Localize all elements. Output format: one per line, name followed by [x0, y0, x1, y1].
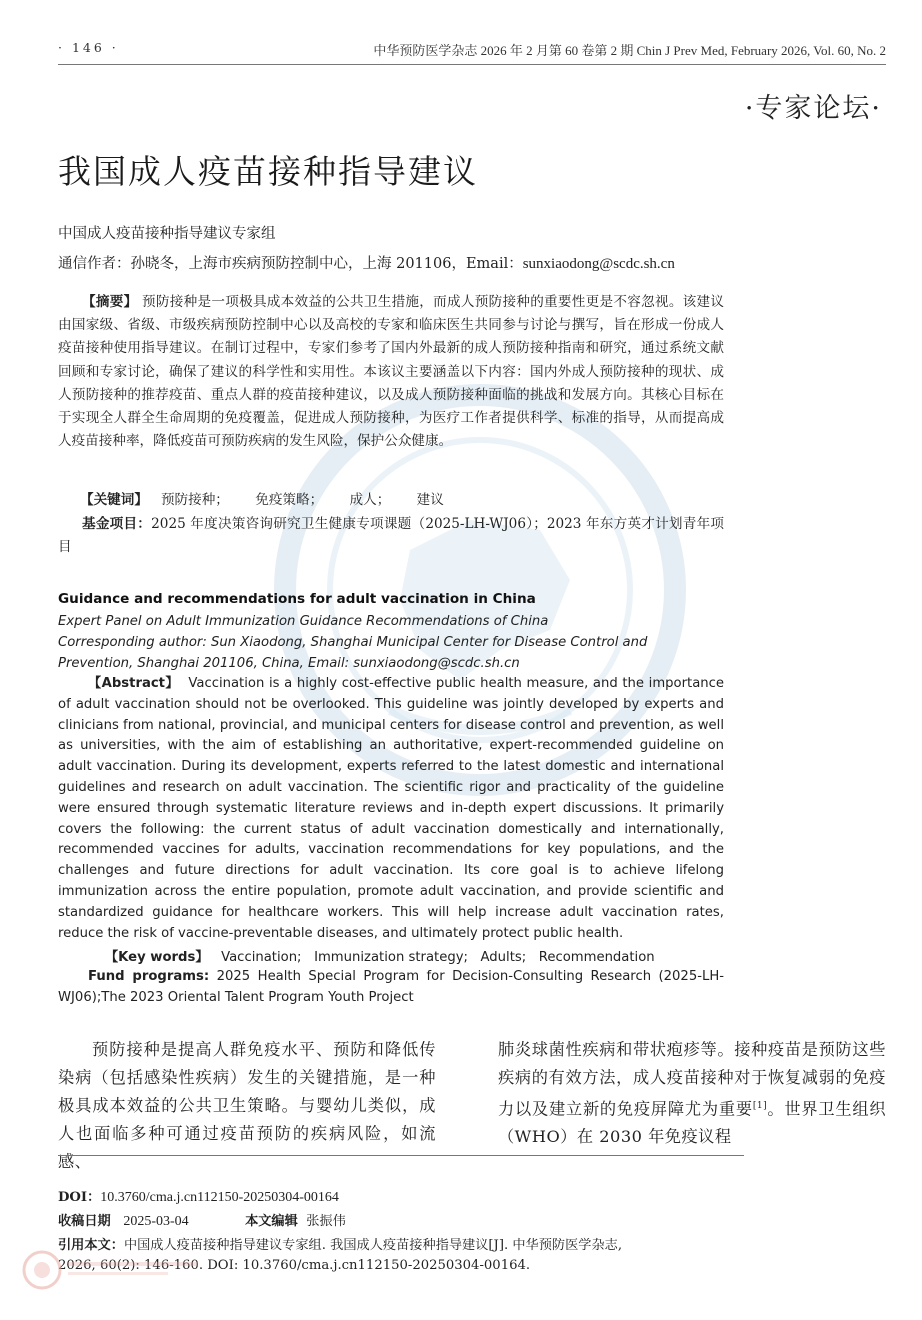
english-author: Expert Panel on Adult Immunization Guidance Recommendations of China	[58, 614, 549, 629]
keyword-cn-3: 成人；	[349, 492, 391, 508]
received-line	[58, 1210, 346, 1230]
cite-label: 引用本文：	[58, 1238, 124, 1253]
reference-1[interactable]: [1]	[752, 1101, 768, 1111]
english-abstract	[58, 674, 724, 944]
english-title: Guidance and recommendations for adult vaccination in China	[58, 591, 536, 607]
received-label: 收稿日期	[58, 1214, 111, 1229]
abstract-cn-label: 【摘要】	[82, 294, 138, 310]
body-right-text: 肺炎球菌性疾病和带状疱疹等。接种疫苗是预防这些疾病的有效方法，成人疫苗接种对于恢复减弱的免疫力以及建立新的免疫屏障尤为重要	[498, 1040, 886, 1119]
article-title: 我国成人疫苗接种指导建议	[58, 152, 478, 191]
header-rule	[58, 64, 886, 65]
footer-rule	[58, 1155, 744, 1156]
corresponding-text: 孙晓冬，上海市疾病预防控制中心，上海 201106，Email：	[130, 256, 523, 272]
body-column-right	[498, 1036, 886, 1151]
page-number: · 146 ·	[58, 40, 119, 55]
doi-value[interactable]: 10.3760/cma.j.cn112150-20250304-00164	[100, 1190, 339, 1205]
english-keywords-label: 【Key words】	[105, 950, 209, 965]
fund-cn	[58, 513, 724, 559]
english-fund-label: Fund programs:	[88, 969, 210, 984]
corresponding-email[interactable]: sunxiaodong@scdc.sh.cn	[522, 256, 675, 272]
received-date: 2025-03-04	[123, 1214, 189, 1229]
abstract-cn-text: 预防接种是一项极具成本效益的公共卫生措施，而成人预防接种的重要性更是不容忽视。该建议由国家级、省级、市级疾病预防控制中心以及高校的专家和临床医生共同参与讨论与撰写，旨在形成一份成人疫苗接种使用指导建议。在制订过程中，专家们参考了国内外最新的成人预防接种指南和研究，通过系统文献回顾和专家讨论，确保了建议的科学性和实用性。本该议主要涵盖以下内容：国内外成人预防接种的现状、成人预防接种的推荐疫苗、重点人群的疫苗接种建议，以及成人预防接种面临的挑战和发展方向。其核心目标在于实现全人群全生命周期的免疫覆盖，促进成人预防接种，为医疗工作者提供科学、标准的指导，从而提高成人疫苗接种率，降低疫苗可预防疾病的发生风险，保护公众健康。	[58, 294, 724, 450]
keyword-cn-1: 预防接种；	[160, 492, 229, 508]
english-fund-text: 2025 Health Special Program for Decision-Consulting Research (2025-LH-WJ06);The 2023 Oriental Talent Program Youth Project	[58, 969, 724, 1005]
keyword-cn-2: 免疫策略；	[255, 492, 324, 508]
section-label: ·专家论坛·	[744, 93, 882, 124]
citation-line-2: 2026, 60(2): 146-160. DOI: 10.3760/cma.j.cn112150-20250304-00164.	[58, 1258, 531, 1273]
keyword-cn-4: 建议	[416, 492, 444, 508]
english-corresponding: Corresponding author: Sun Xiaodong, Shanghai Municipal Center for Disease Control and Prevention, Shanghai 201106, China, Email: sunxiaodong@scdc.sh.cn	[58, 635, 648, 671]
body-column-left: 预防接种是提高人群免疫水平、预防和降低传染病（包括感染性疾病）发生的关键措施，是一种极具成本效益的公共卫生策略。与婴幼儿类似，成人也面临多种可通过疫苗预防的疾病风险，如流感、	[58, 1040, 436, 1171]
keywords-cn-label: 【关键词】	[80, 492, 148, 508]
abstract-cn	[58, 291, 724, 453]
fund-cn-text: 2025 年度决策咨询研究卫生健康专项课题（2025-LH-WJ06）；2023 年东方英才计划青年项目	[58, 516, 725, 556]
keywords-cn	[80, 488, 444, 508]
author-group: 中国成人疫苗接种指导建议专家组	[58, 226, 276, 242]
corresponding-author-cn	[58, 252, 675, 273]
english-keywords-text: Vaccination; Immunization strategy; Adults; Recommendation	[221, 950, 655, 965]
body-right-tail: 。世界卫生组织（WHO）在 2030 年免疫议程	[498, 1099, 887, 1147]
fund-cn-label: 基金项目：	[82, 516, 152, 532]
editor-label: 本文编辑	[245, 1214, 298, 1229]
publisher-logo	[18, 1240, 208, 1300]
corresponding-label: 通信作者：	[58, 256, 131, 272]
english-fund	[58, 967, 724, 1009]
cite-text-1: 中国成人疫苗接种指导建议专家组. 我国成人疫苗接种指导建议[J]. 中华预防医学杂志,	[123, 1238, 623, 1253]
english-abstract-text: Vaccination is a highly cost-effective public health measure, and the importance of adult vaccination should not be overlooked. This guideline was jointly developed by experts and clinicians from national, provincial, and municipal centers for disease control and prevention, as well as universities, with the aim of establishing an authoritative, expert-recommended guideline on adult vaccination. During its development, experts referred to the latest domestic and international guidelines and research on adult vaccination. The scientific rigor and practicality of the guideline were ensured through systematic literature reviews and in-depth expert discussions. It primarily covers the following: the current status of adult vaccination domestically and internationally, recommended vaccines for adults, vaccination recommendations for key populations, and the challenges and future directions for adult vaccination. Its core goal is to achieve lifelong immunization across the entire population, promote adult vaccination, and provide scientific and standardized guidance for healthcare workers. This will help increase adult vaccination rates, reduce the risk of vaccine-preventable diseases, and ultimately protect public health.	[58, 676, 724, 941]
doi-label: DOI：	[58, 1190, 101, 1205]
doi-line	[58, 1186, 339, 1206]
english-keywords	[105, 946, 655, 965]
journal-running-header: 中华预防医学杂志 2026 年 2 月第 60 卷第 2 期 Chin J Prev Med, February 2026, Vol. 60, No. 2	[373, 43, 886, 58]
english-abstract-label: 【Abstract】	[88, 676, 180, 691]
editor-name: 张振伟	[306, 1214, 346, 1229]
